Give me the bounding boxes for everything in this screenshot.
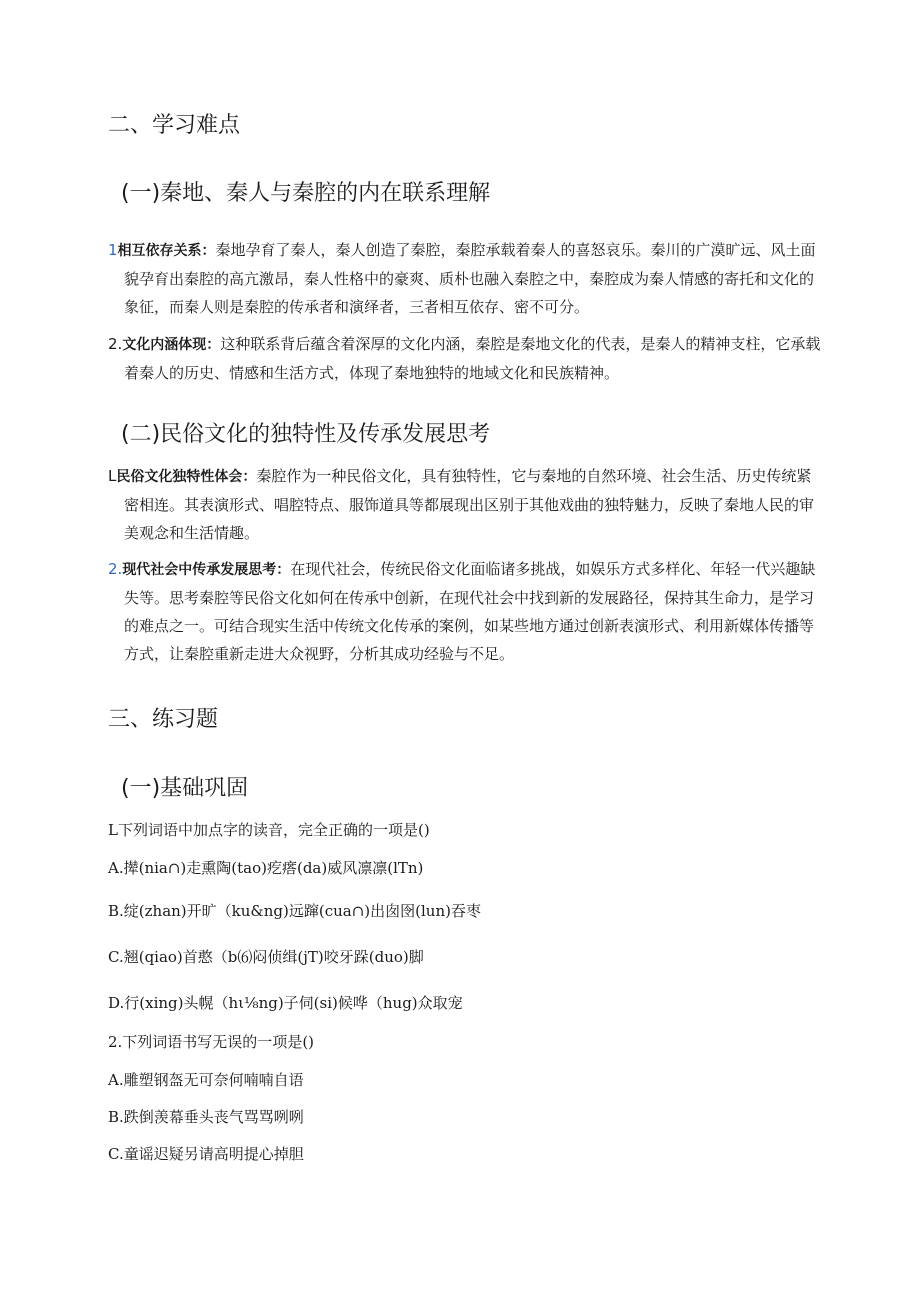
item-number: 2. — [108, 560, 123, 578]
item-number: 1 — [108, 241, 118, 259]
item-number: L — [108, 467, 117, 485]
list-item — [108, 236, 826, 321]
section-heading-exercises: 三、练习题 — [108, 707, 219, 732]
question-stem: L下列词语中加点字的读音，完全正确的一项是() — [108, 821, 430, 839]
subsection-heading-folk-culture: (二)民俗文化的独特性及传承发展思考 — [121, 422, 491, 447]
question-stem: 2.下列词语书写无误的一项是() — [108, 1033, 315, 1051]
answer-option: C.翘(qiao)首憨（b⑹闷侦缉(jT)咬牙跺(duo)脚 — [108, 948, 424, 966]
section-heading-difficulties: 二、学习难点 — [108, 113, 241, 138]
item-lead: 文化内涵体现： — [122, 337, 221, 353]
answer-option: C.童谣迟疑另请高明提心掉胆 — [108, 1145, 304, 1163]
item-number: 2. — [108, 335, 123, 353]
answer-option: A.雕塑钢盔无可奈何喃喃自语 — [108, 1071, 304, 1089]
item-text: 秦地孕育了秦人，秦人创造了秦腔，秦腔承载着秦人的喜怒哀乐。秦川的广漠旷远、风土面貌孕育出秦腔的高亢激昂，秦人性格中的豪爽、质朴也融入秦腔之中，秦腔成为秦人情感的寄托和文化的象征，而秦人则是秦腔的传承者和演绎者，三者相互依存、密不可分。 — [124, 241, 816, 316]
subsection-heading-connection: (一)秦地、秦人与秦腔的内在联系理解 — [121, 181, 491, 206]
item-text: 秦腔作为一种民俗文化，具有独特性，它与秦地的自然环境、社会生活、历史传统紧密相连。其表演形式、唱腔特点、服饰道具等都展现出区别于其他戏曲的独特魅力，反映了秦地人民的审美观念和生活情趣。 — [124, 467, 815, 542]
item-lead: 相互依存关系： — [117, 243, 216, 259]
answer-option: B.跌倒羡幕垂头丧气骂骂咧咧 — [108, 1108, 304, 1126]
list-item — [108, 555, 826, 668]
item-text: 在现代社会，传统民俗文化面临诸多挑战，如娱乐方式多样化、年轻一代兴趣缺失等。思考秦腔等民俗文化如何在传承中创新，在现代社会中找到新的发展路径，保持其生命力，是学习的难点之一。可结合现实生活中传统文化传承的案例，如某些地方通过创新表演形式、利用新媒体传播等方式，让秦腔重新走进大众视野，分析其成功经验与不足。 — [124, 560, 816, 663]
item-text: 这种联系背后蕴含着深厚的文化内涵，秦腔是秦地文化的代表，是秦人的精神支柱，它承载着秦人的历史、情感和生活方式，体现了秦地独特的地域文化和民族精神。 — [124, 335, 821, 382]
item-lead: 民俗文化独特性体会： — [116, 469, 257, 485]
answer-option: D.行(xing)头幌（hι⅛ng)子伺(si)候哗（hug)众取宠 — [108, 994, 463, 1012]
list-item — [108, 330, 826, 387]
subsection-heading-basics: (一)基础巩固 — [121, 776, 249, 801]
answer-option: A.撵(nia∩)走熏陶(tao)疙瘩(da)威风凛凛(lTn) — [108, 859, 424, 877]
item-lead: 现代社会中传承发展思考： — [122, 562, 291, 578]
list-item — [108, 462, 826, 547]
answer-option: B.绽(zhan)开旷（ku&ng)远蹿(cua∩)出囱囹(lun)吞枣 — [108, 902, 481, 920]
